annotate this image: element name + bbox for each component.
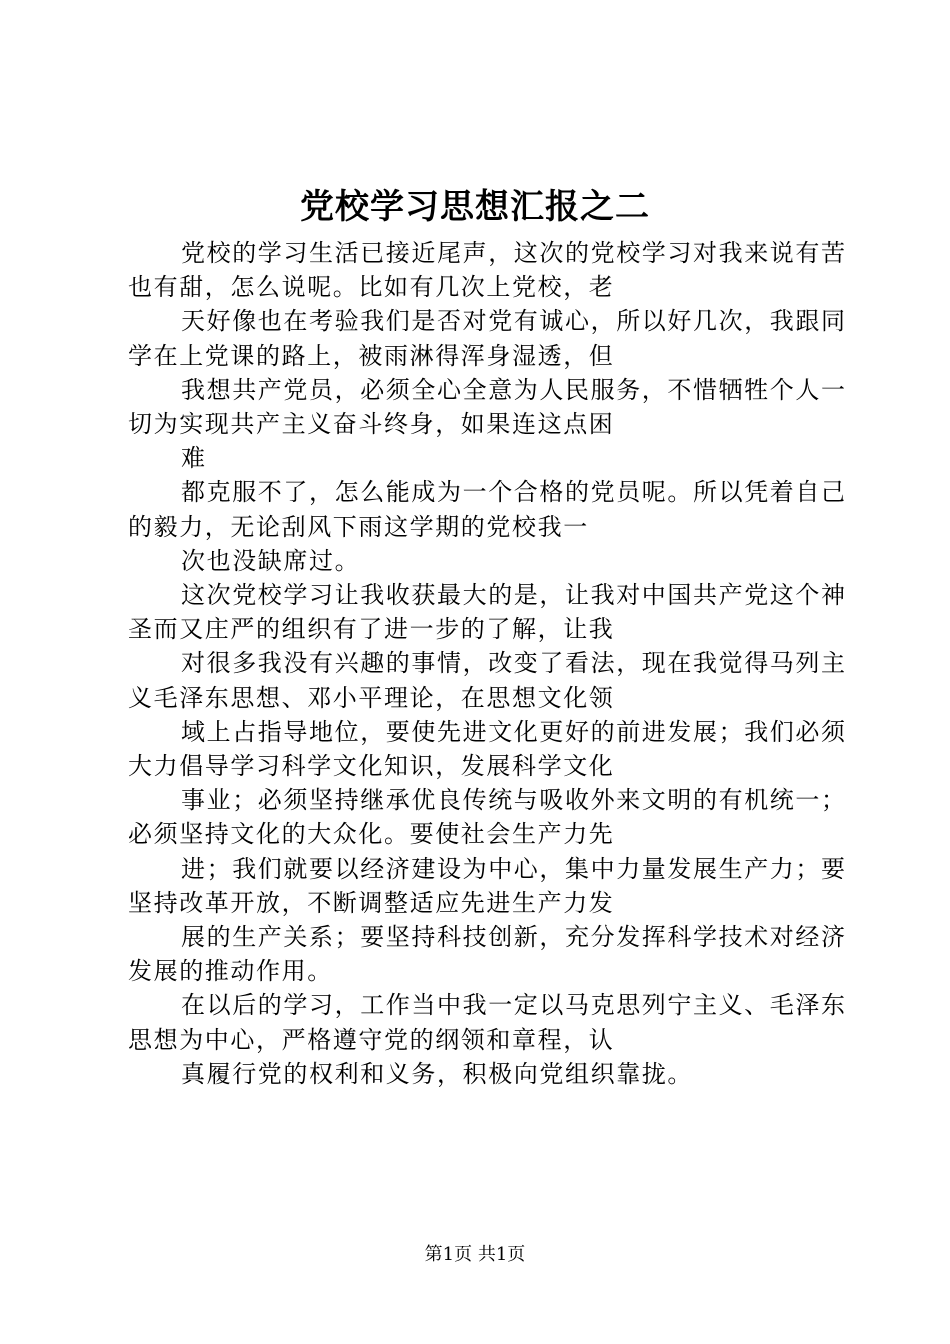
paragraph: 事业；必须坚持继承优良传统与吸收外来文明的有机统一；必须坚持文化的大众化。要使社会生产力先: [128, 786, 847, 849]
paragraph: 天好像也在考验我们是否对党有诚心，所以好几次，我跟同学在上党课的路上，被雨淋得浑身湿透，但: [128, 307, 847, 370]
paragraph: 我想共产党员，必须全心全意为人民服务，不惜牺牲个人一切为实现共产主义奋斗终身，如果连这点困: [128, 375, 847, 439]
paragraph: 对很多我没有兴趣的事情，改变了看法，现在我觉得马列主义毛泽东思想、邓小平理论，在思想文化领: [128, 649, 847, 712]
paragraph: 次也没缺席过。: [181, 546, 361, 575]
page-footer: 第1页 共1页: [424, 1244, 526, 1265]
paragraph: 难: [181, 444, 207, 473]
paragraph: 在以后的学习，工作当中我一定以马克思列宁主义、毛泽东思想为中心，严格遵守党的纲领和章程，认: [128, 991, 847, 1054]
paragraph: 党校的学习生活已接近尾声，这次的党校学习对我来说有苦也有甜，怎么说呢。比如有几次上党校，老: [128, 239, 847, 302]
paragraph: 都克服不了，怎么能成为一个合格的党员呢。所以凭着自己的毅力，无论刮风下雨这学期的党校我一: [128, 478, 847, 541]
paragraph: 进；我们就要以经济建设为中心，集中力量发展生产力；要坚持改革开放，不断调整适应先进生产力发: [128, 854, 847, 917]
paragraph: 这次党校学习让我收获最大的是，让我对中国共产党这个神圣而又庄严的组织有了进一步的了解，让我: [128, 581, 847, 644]
paragraph: 真履行党的权利和义务，积极向党组织靠拢。: [181, 1059, 693, 1088]
paragraph: 域上占指导地位，要使先进文化更好的前进发展；我们必须大力倡导学习科学文化知识，发展科学文化: [128, 717, 847, 781]
paragraph: 展的生产关系；要坚持科技创新，充分发挥科学技术对经济发展的推动作用。: [128, 923, 847, 986]
document-body: [128, 236, 848, 1091]
document-title: 党校学习思想汇报之二: [300, 187, 650, 227]
